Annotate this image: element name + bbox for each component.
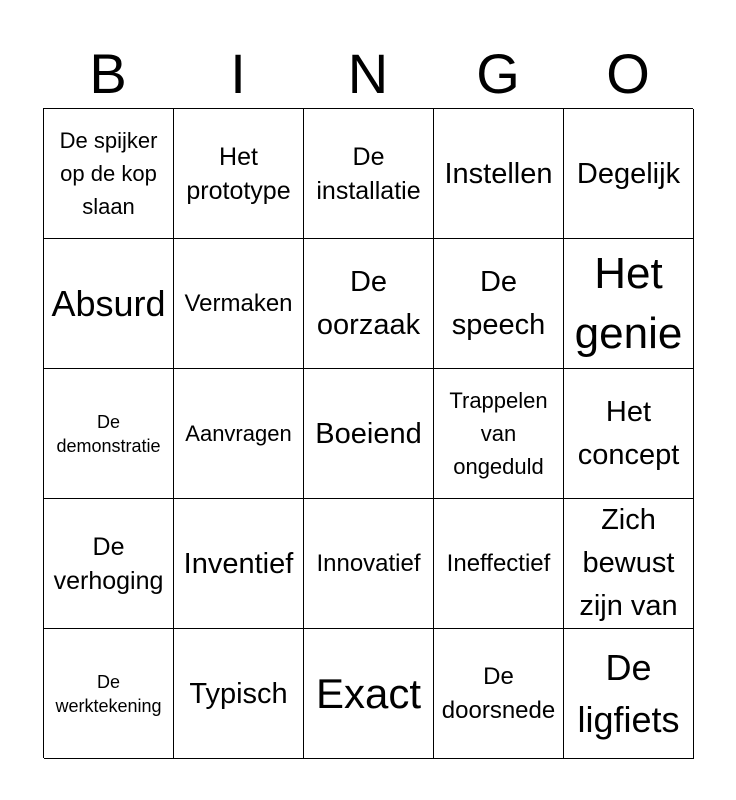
bingo-cell[interactable] — [304, 629, 434, 759]
cell-text: Boeiend — [315, 417, 422, 450]
bingo-cell[interactable] — [434, 499, 564, 629]
cell-text: De oorzaak — [316, 265, 421, 341]
cell-text: De spijker op de kop slaan — [59, 128, 158, 219]
cell-text: Exact — [315, 669, 422, 717]
cell-text: Ineffectief — [446, 549, 551, 577]
header-letter-i: I — [230, 42, 246, 105]
bingo-cell[interactable] — [174, 629, 304, 759]
cell-text: Het genie — [574, 248, 683, 358]
bingo-cell[interactable] — [44, 369, 174, 499]
bingo-grid — [43, 108, 693, 758]
cell-text: Zich bewust zijn van — [579, 504, 678, 622]
cell-text: Het concept — [577, 395, 680, 471]
cell-text: De demonstratie — [56, 411, 161, 456]
cell-text: De speech — [451, 265, 546, 341]
bingo-cell[interactable] — [304, 369, 434, 499]
bingo-header — [43, 40, 693, 108]
cell-text: Het prototype — [186, 142, 291, 205]
bingo-cell[interactable] — [44, 499, 174, 629]
bingo-cell[interactable] — [564, 629, 694, 759]
bingo-cell[interactable] — [564, 499, 694, 629]
bingo-cell[interactable] — [44, 239, 174, 369]
cell-text: Instellen — [444, 157, 553, 190]
bingo-cell[interactable] — [174, 499, 304, 629]
bingo-cell[interactable] — [174, 109, 304, 239]
bingo-cell[interactable] — [44, 109, 174, 239]
cell-text: Absurd — [51, 282, 166, 324]
cell-text: Aanvragen — [185, 420, 292, 446]
cell-text: De werktekening — [55, 671, 162, 716]
bingo-cell[interactable] — [304, 239, 434, 369]
cell-text: Degelijk — [576, 157, 681, 190]
bingo-cell[interactable] — [304, 499, 434, 629]
cell-text: De installatie — [316, 142, 421, 205]
cell-text: Typisch — [189, 677, 288, 710]
header-letter-b: B — [89, 42, 127, 105]
cell-text: Innovatief — [316, 549, 421, 577]
header-letter-n: N — [347, 42, 389, 105]
bingo-cell[interactable] — [434, 629, 564, 759]
cell-text: Vermaken — [184, 289, 293, 317]
cell-text: De doorsnede — [441, 662, 556, 724]
cell-text: Trappelen van ongeduld — [449, 388, 548, 479]
bingo-cell[interactable] — [434, 109, 564, 239]
bingo-cell[interactable] — [434, 369, 564, 499]
header-letter-g: G — [476, 42, 520, 105]
bingo-cell[interactable] — [564, 109, 694, 239]
bingo-cell[interactable] — [174, 369, 304, 499]
header-letter-o: O — [606, 42, 650, 105]
bingo-cell[interactable] — [564, 239, 694, 369]
bingo-cell[interactable] — [564, 369, 694, 499]
cell-text: De ligfiets — [577, 646, 680, 740]
bingo-cell[interactable] — [304, 109, 434, 239]
cell-text: Inventief — [183, 547, 294, 580]
cell-text: De verhoging — [53, 532, 164, 595]
bingo-cell[interactable] — [434, 239, 564, 369]
bingo-cell[interactable] — [174, 239, 304, 369]
bingo-cell[interactable] — [44, 629, 174, 759]
